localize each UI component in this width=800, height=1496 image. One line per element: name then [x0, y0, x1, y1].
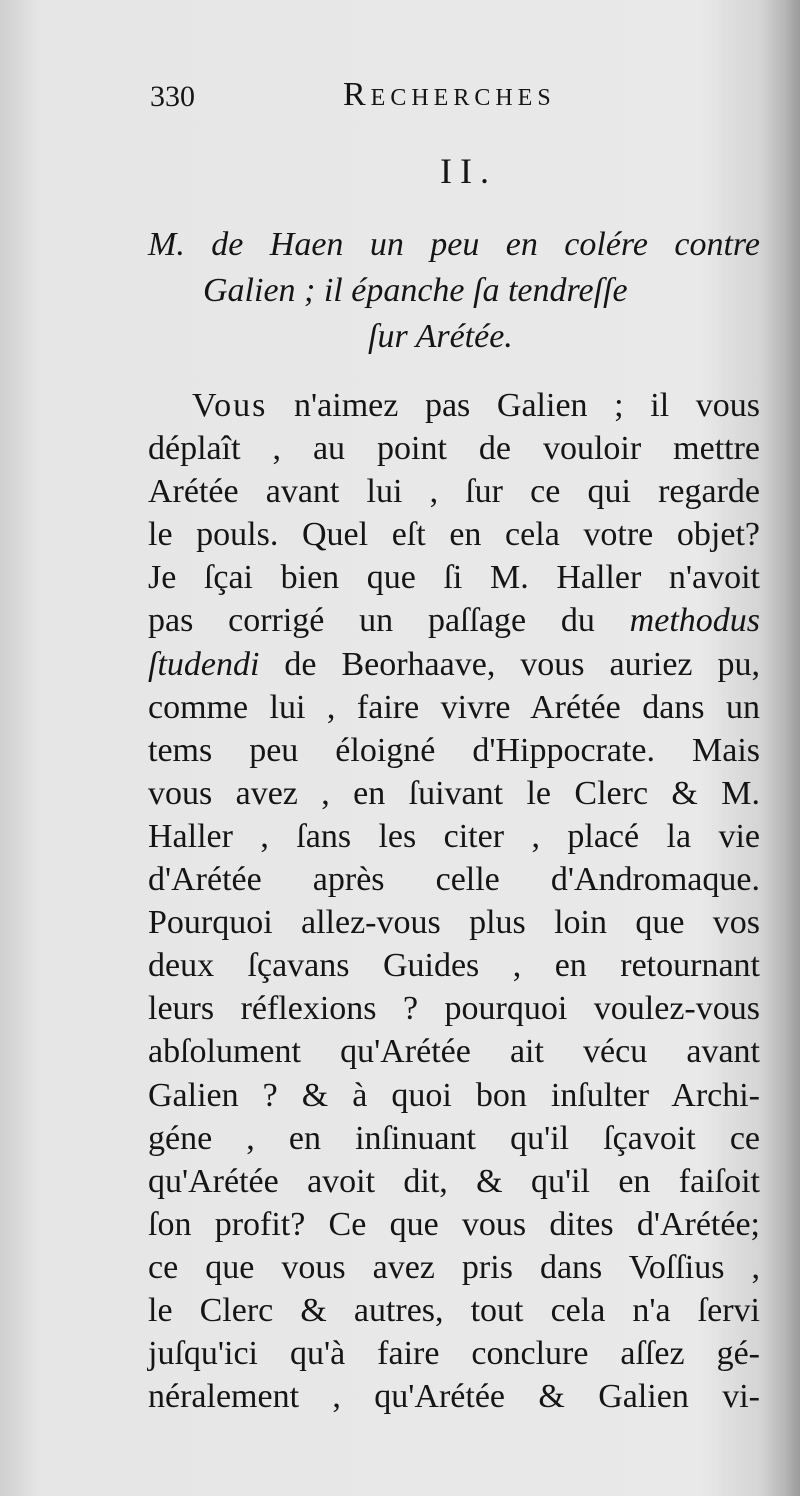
body-line — [148, 643, 760, 686]
body-line: géne , en inſinuant qu'il ſçavoit ce — [148, 1119, 760, 1157]
body-line: Galien ? & à quoi bon inſulter Archi- — [148, 1076, 760, 1114]
body-text-segment: pas corrigé un paſſage du — [148, 602, 595, 640]
body-line: ce que vous avez pris dans Voſſius , — [148, 1248, 760, 1286]
running-head — [150, 72, 640, 116]
heading-line: M. de Haen un peu en colére contre — [148, 226, 760, 263]
section-number: II. — [440, 151, 497, 191]
body-line: leurs réflexions ? pourquoi voulez-vous — [148, 990, 760, 1028]
first-line-rest: n'aimez pas Galien ; il vous — [267, 387, 760, 424]
body-line: le Clerc & autres, tout cela n'a ſervi — [148, 1291, 760, 1329]
body-line: juſqu'ici qu'à faire conclure aſſez gé- — [148, 1335, 760, 1373]
body-line: d'Arétée après celle d'Andromaque. — [148, 861, 760, 899]
body-line: Haller , ſans les citer , placé la vie — [148, 817, 760, 855]
heading-line: Galien ; il épanche ſa tendreſſe — [203, 272, 628, 309]
body-line: deux ſçavans Guides , en retournant — [148, 947, 760, 985]
body-line: le pouls. Quel eſt en cela votre objet? — [148, 516, 760, 554]
body-line: Arétée avant lui , ſur ce qui regarde — [148, 473, 760, 511]
body-line: qu'Arétée avoit dit, & qu'il en faiſoit — [148, 1162, 760, 1200]
body-line — [148, 384, 760, 427]
running-title: Recherches — [343, 76, 556, 113]
heading-line: ſur Arétée. — [368, 318, 513, 355]
body-line: ſon profit? Ce que vous dites d'Arétée; — [148, 1205, 760, 1243]
page-number: 330 — [150, 80, 195, 113]
body-text — [148, 384, 760, 1418]
body-line: déplaît , au point de vouloir mettre — [148, 430, 760, 468]
body-text-segment: de Beorhaave, vous auriez pu, — [259, 645, 760, 683]
body-line: tems peu éloigné d'Hippocrate. Mais — [148, 731, 760, 769]
first-word: Vous — [192, 387, 268, 424]
body-line: vous avez , en ſuivant le Clerc & M. — [148, 774, 760, 812]
body-line: comme lui , faire vivre Arétée dans un — [148, 688, 760, 726]
section-heading — [148, 222, 760, 360]
body-line — [148, 599, 760, 642]
page-gutter-shadow — [762, 0, 800, 1496]
body-line: Je ſçai bien que ſi M. Haller n'avoit — [148, 559, 760, 597]
body-line: néralement , qu'Arétée & Galien vi- — [148, 1378, 760, 1416]
italic-title: ſtudendi — [148, 645, 260, 683]
italic-title: methodus — [629, 602, 760, 640]
body-line: abſolument qu'Arétée ait vécu avant — [148, 1033, 760, 1071]
body-line: Pourquoi allez-vous plus loin que vos — [148, 904, 760, 942]
